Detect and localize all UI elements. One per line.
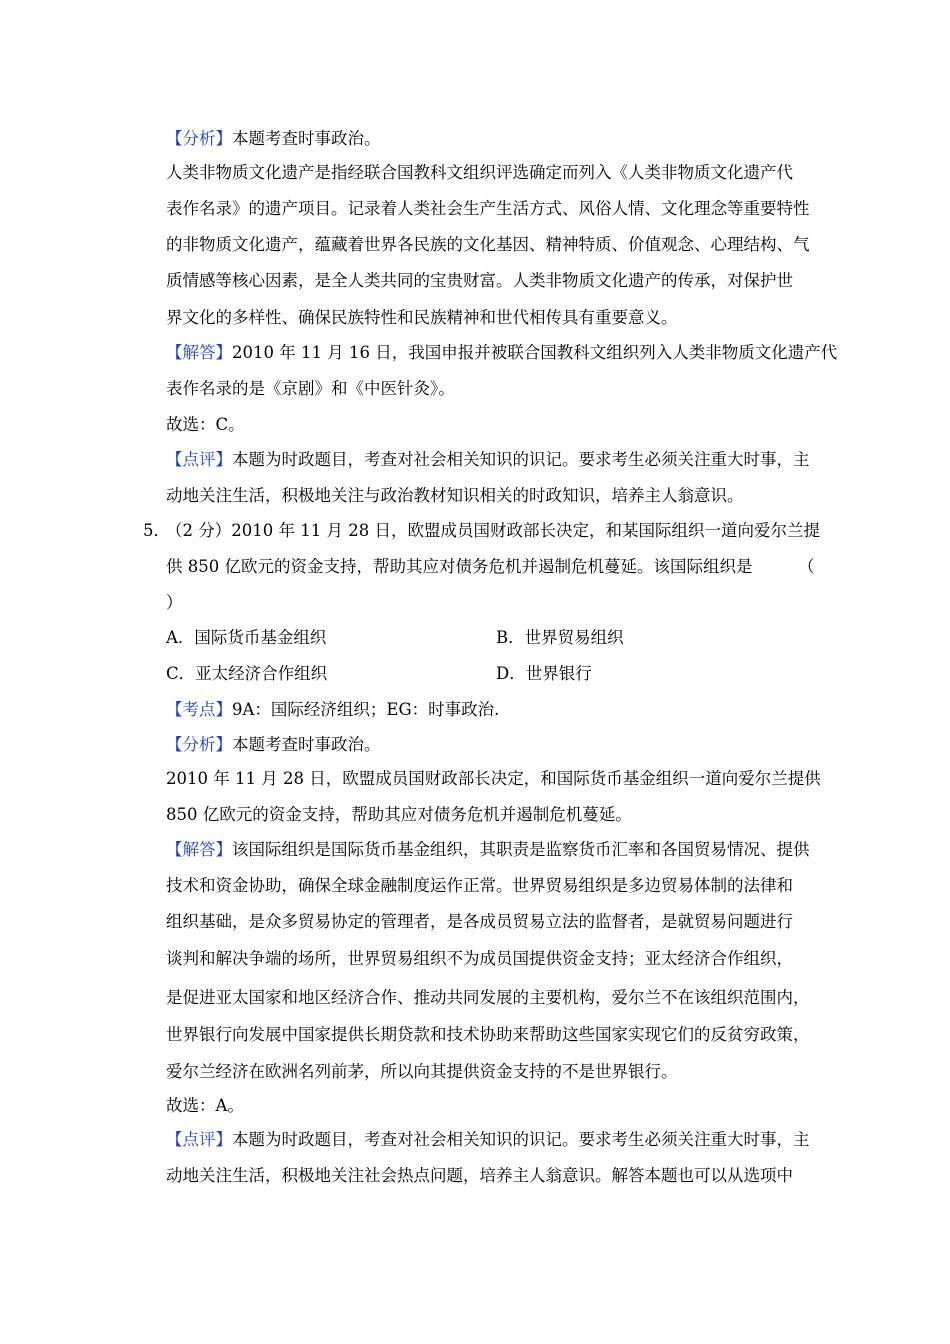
question-stem-line: 供 850 亿欧元的资金支持，帮助其应对债务危机并遏制危机蔓延。该国际组织是 [166,557,753,576]
comment-heading-1 [166,449,810,471]
answer-tag: 【解答】 [166,343,232,362]
answer-line: 谈判和解决争端的场所，世界贸易组织不为成员国提供资金支持；亚太经济合作组织， [166,949,793,968]
analysis-line: 的非物质文化遗产，蕴藏着世界各民族的文化基因、精神特质、价值观念、心理结构、气 [166,235,810,254]
option-d: D．世界银行 [496,664,592,683]
comment-heading-2 [166,1129,810,1151]
answer-paren-open: （ [798,557,815,576]
question-number: 5． [143,521,170,540]
answer-line: 技术和资金协助，确保全球金融制度运作正常。世界贸易组织是多边贸易体制的法律和 [166,876,793,895]
analysis-tag: 【分析】 [166,129,232,148]
analysis-line: 表作名录》的遗产项目。记录着人类社会生产生活方式、风俗人情、文化理念等重要特性 [166,199,810,218]
comment-line: 动地关注生活，积极地关注与政治教材知识相关的时政知识，培养主人翁意识。 [166,486,744,505]
kaodian-tag: 【考点】 [166,700,232,719]
analysis-line: 人类非物质文化遗产是指经联合国教科文组织评选确定而列入《人类非物质文化遗产代 [166,163,793,182]
analysis-line: 界文化的多样性、确保民族特性和民族精神和世代相传具有重要意义。 [166,308,678,327]
question-stem-line: （2 分）2010 年 11 月 28 日，欧盟成员国财政部长决定，和某国际组织一道向爱尔兰提 [166,521,820,540]
analysis-intro: 本题考查时事政治。 [232,129,381,148]
analysis-intro: 本题考查时事政治。 [232,735,381,754]
analysis-heading-2 [166,734,381,756]
analysis-line: 质情感等核心因素，是全人类共同的宝贵财富。人类非物质文化遗产的传承，对保护世 [166,271,793,290]
option-b: B．世界贸易组织 [496,628,624,647]
choice-line: 故选：A。 [166,1096,244,1115]
choice-line: 故选：C。 [166,415,245,434]
analysis-heading-1 [166,128,381,150]
analysis-line: 2010 年 11 月 28 日，欧盟成员国财政部长决定，和国际货币基金组织一道向爱尔兰提供 [166,769,821,788]
comment-text: 本题为时政题目，考查对社会相关知识的识记。要求考生必须关注重大时事，主 [232,450,810,469]
analysis-tag: 【分析】 [166,735,232,754]
answer-line: 世界银行向发展中国家提供长期贷款和技术协助来帮助这些国家实现它们的反贫穷政策， [166,1025,810,1044]
comment-tag: 【点评】 [166,1130,232,1149]
kaodian-heading [166,699,499,721]
answer-paren-close: ） [166,593,183,612]
answer-line: 爱尔兰经济在欧洲名列前茅，所以向其提供资金支持的不是世界银行。 [166,1062,678,1081]
comment-text: 本题为时政题目，考查对社会相关知识的识记。要求考生必须关注重大时事，主 [232,1130,810,1149]
comment-tag: 【点评】 [166,450,232,469]
answer-line: 表作名录的是《京剧》和《中医针灸》。 [166,379,455,398]
kaodian-text: 9A：国际经济组织；EG：时事政治. [232,700,500,719]
option-c: C．亚太经济合作组织 [166,664,328,683]
answer-text: 2010 年 11 月 16 日，我国申报并被联合国教科文组织列入人类非物质文化遗产代 [232,343,838,362]
answer-line: 组织基础，是众多贸易协定的管理者，是各成员贸易立法的监督者，是就贸易问题进行 [166,912,793,931]
answer-heading-2 [166,839,810,861]
answer-line: 是促进亚太国家和地区经济合作、推动共同发展的主要机构，爱尔兰不在该组织范围内， [166,988,810,1007]
comment-line: 动地关注生活，积极地关注社会热点问题，培养主人翁意识。解答本题也可以从选项中 [166,1166,793,1185]
option-a: A．国际货币基金组织 [166,628,327,647]
analysis-line: 850 亿欧元的资金支持，帮助其应对债务危机并遏制危机蔓延。 [166,805,632,824]
answer-heading-1 [166,342,837,364]
answer-tag: 【解答】 [166,840,232,859]
answer-text: 该国际组织是国际货币基金组织，其职责是监察货币汇率和各国贸易情况、提供 [232,840,810,859]
